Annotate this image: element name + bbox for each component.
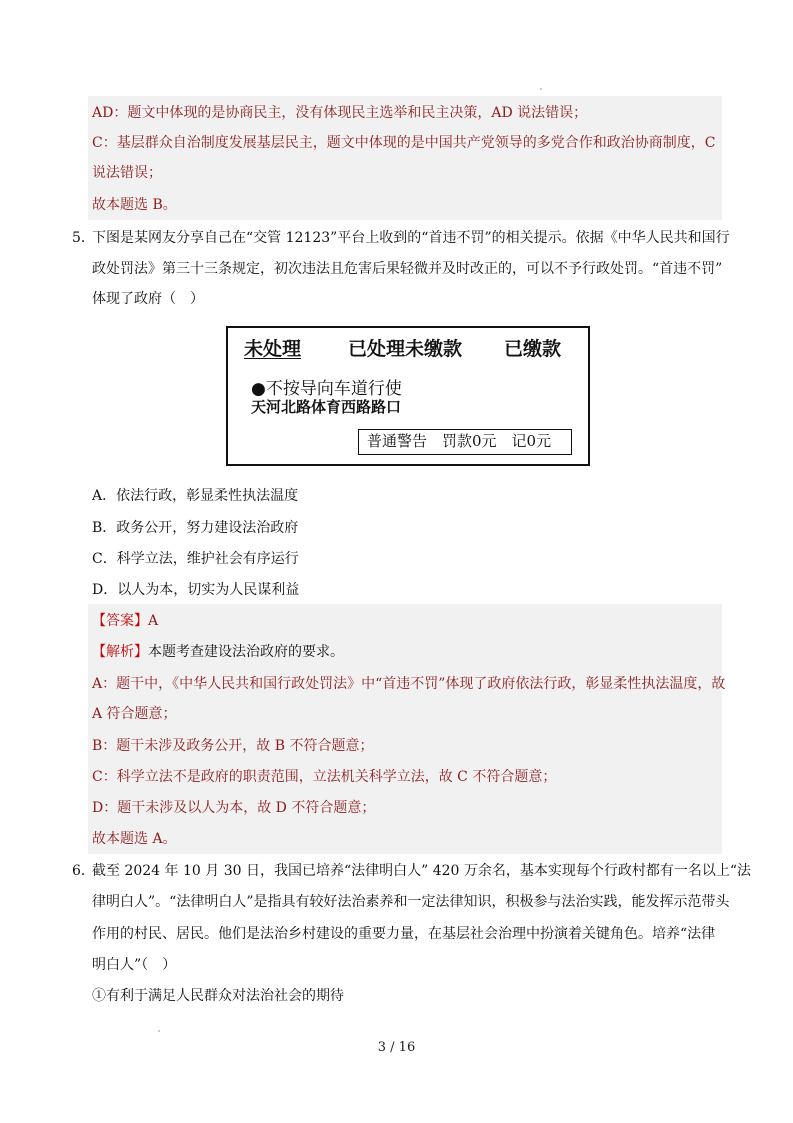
option-c: C．科学立法，维护社会有序运行	[92, 551, 299, 567]
scan-dot	[540, 88, 542, 90]
question-text: 政处罚法》第三十三条规定，初次违法且危害后果轻微并及时改正的，可以不予行政处罚。“首违不罚”	[92, 261, 723, 277]
prev-analysis-line: C：基层群众自治制度发展基层民主，题文中体现的是中国共产党领导的多党合作和政治协商制度，C	[92, 135, 716, 151]
page-number: 3 / 16	[377, 1040, 416, 1055]
violation-location: 天河北路体育西路路口	[251, 398, 402, 416]
question-text: 作用的村民、居民。他们是法治乡村建设的重要力量，在基层社会治理中扮演着关键角色。培养“法律	[92, 926, 716, 942]
tab-processed-unpaid: 已处理未缴款	[348, 338, 463, 360]
tab-unprocessed: 未处理	[244, 338, 302, 360]
analysis-line: A：题干中，《中华人民共和国行政处罚法》中“首违不罚”体现了政府依法行政，彰显柔性执法温度，故	[92, 676, 726, 692]
analysis-line: C：科学立法不是政府的职责范围，立法机关科学立法，故 C 不符合题意；	[92, 769, 557, 785]
question-number: 5．	[72, 230, 95, 246]
question-text: 截至 2024 年 10 月 30 日，我国已培养“法律明白人” 420 万余名，基本实现每个行政村都有一名以上“法	[92, 863, 752, 879]
analysis-line: A 符合题意；	[92, 706, 177, 722]
tab-paid: 已缴款	[504, 338, 562, 360]
prev-analysis-line: 故本题选 B。	[92, 197, 177, 213]
analysis-line: 故本题选 A。	[92, 831, 177, 847]
violation-item: ●不按导向车道行使	[251, 379, 402, 399]
question-number: 6．	[72, 863, 95, 879]
analysis-intro-line	[92, 642, 344, 662]
answer-line	[92, 611, 158, 631]
question-text: 体现了政府（ ）	[92, 291, 204, 307]
answer-value: A	[148, 613, 159, 629]
analysis-line: D：题干未涉及以人为本，故 D 不符合题意；	[92, 800, 376, 816]
question-text: 下图是某网友分享自己在“交管 12123”平台上收到的“首违不罚”的相关提示。依据《中华人民共和国行	[92, 230, 730, 246]
answer-tag: 【答案】	[92, 613, 148, 629]
analysis-tag: 【解析】	[92, 644, 148, 660]
question-text: 律明白人”。“法律明白人”是指具有较好法治素养和一定法律知识，积极参与法治实践，能发挥示范带头	[92, 894, 730, 910]
penalty-box: 普通警告 罚款0元 记0元	[358, 429, 572, 455]
question-text: 明白人”（ ）	[92, 957, 177, 973]
analysis-intro: 本题考查建设法治政府的要求。	[148, 644, 344, 660]
prev-analysis-line: 说法错误；	[92, 165, 162, 181]
analysis-line: B：题干未涉及政务公开，故 B 不符合题意；	[92, 738, 374, 754]
statement-1: ①有利于满足人民群众对法治社会的期待	[92, 988, 344, 1004]
option-b: B．政务公开，努力建设法治政府	[92, 520, 299, 536]
scan-dot	[158, 1030, 160, 1032]
prev-analysis-line: AD：题文中体现的是协商民主，没有体现民主选举和民主决策，AD 说法错误；	[92, 105, 588, 121]
option-a: A．依法行政，彰显柔性执法温度	[92, 488, 299, 504]
option-d: D．以人为本，切实为人民谋利益	[92, 582, 300, 598]
